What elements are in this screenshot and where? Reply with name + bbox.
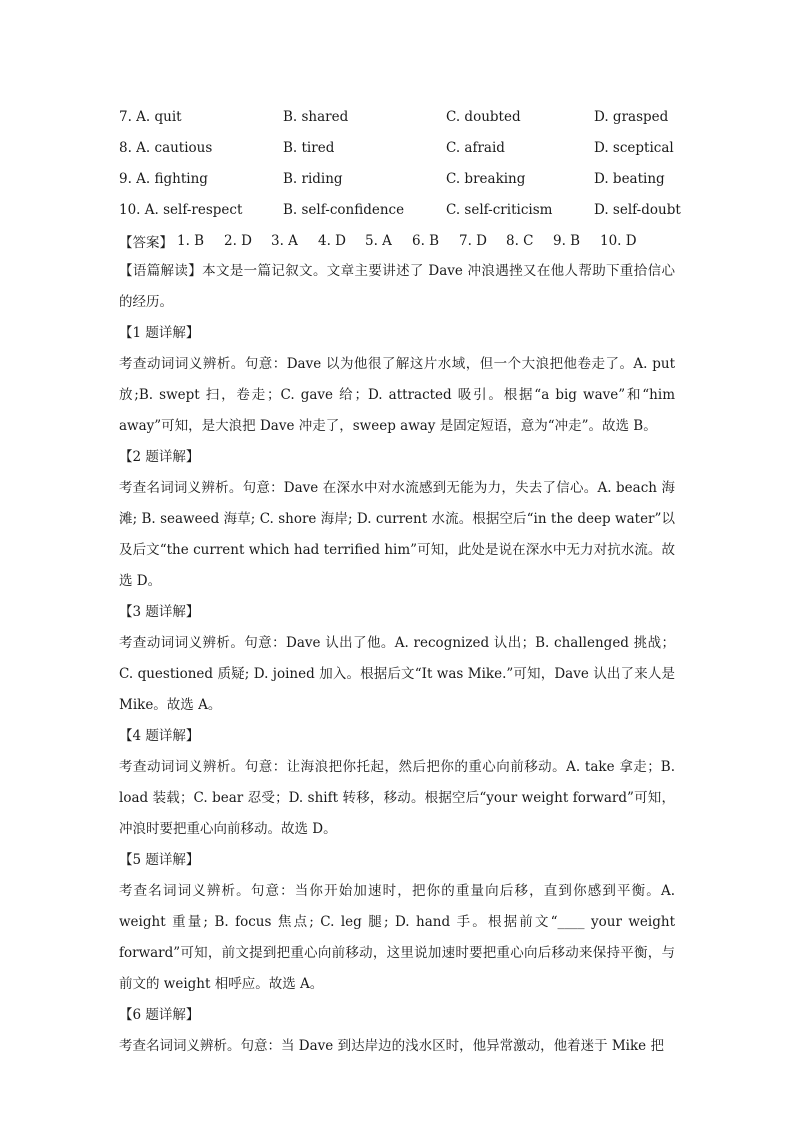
option-c: C. breaking [446,170,526,187]
answer-item: 5. A [365,232,392,249]
option-b: B. riding [283,170,343,187]
option-d: D. beating [594,170,665,187]
option-d: D. self-doubt [594,201,681,218]
section-text: 考查动词词义辨析。句意：让海浪把你托起，然后把你的重心向前移动。A. take 拿走；B. load 装载；C. bear 忍受；D. shift 转移，移动。根据空后“your weight forward”可知，冲浪时要把重心向前移动。故选 D。 [119,759,675,837]
option-a: 10. A. self-respect [119,201,243,218]
section-heading: 【5 题详解】 [119,852,200,868]
passage-summary: 【语篇解读】本文是一篇记叙文。文章主要讲述了 Dave 冲浪遇挫又在他人帮助下重拾信心的经历。 [119,263,675,310]
answer-item: 6. B [412,232,440,249]
section-heading: 【1 题详解】 [119,325,200,341]
section-text: 考查名词词义辨析。句意：Dave 在深水中对水流感到无能为力，失去了信心。A. beach 海滩; B. seaweed 海草; C. shore 海岸; D. current 水流。根据空后“in the deep water”以及后文“the current which had terrified him”可知，此处是说在深水中无力对抗水流。故选 D。 [119,480,675,589]
answer-item: 1. B [177,232,205,249]
section-heading: 【4 题详解】 [119,728,200,744]
answer-item: 7. D [459,232,487,249]
option-a: 8. A. cautious [119,139,213,156]
option-row-9 [119,163,675,194]
option-a: 7. A. quit [119,108,182,125]
answer-item: 3. A [271,232,298,249]
answer-item: 10. D [600,232,637,249]
option-c: C. doubted [446,108,521,125]
option-c: C. self-criticism [446,201,553,218]
document-content [119,101,681,1062]
section-heading: 【3 题详解】 [119,604,200,620]
option-b: B. tired [283,139,335,156]
answer-key [119,225,675,256]
section-heading: 【2 题详解】 [119,449,200,465]
section-heading: 【6 题详解】 [119,1007,200,1023]
section-text: 考查名词词义辨析。句意：当 Dave 到达岸边的浅水区时，他异常激动，他着迷于 Mike 把 [119,1038,664,1054]
answer-label: 【答案】 [119,234,173,251]
option-row-10 [119,194,681,225]
option-c: C. afraid [446,139,505,156]
option-row-8 [119,132,675,163]
option-a: 9. A. fighting [119,170,208,187]
answer-item: 2. D [224,232,252,249]
section-text: 考查动词词义辨析。句意：Dave 以为他很了解这片水域，但一个大浪把他卷走了。A. put 放;B. swept 扫，卷走；C. gave 给；D. attracted 吸引。根据“a big wave”和“him away”可知，是大浪把 Dave 冲走了，sweep away 是固定短语，意为“冲走”。故选 B。 [119,356,675,434]
answer-item: 4. D [318,232,346,249]
answer-item: 9. B [553,232,581,249]
option-d: D. grasped [594,108,669,125]
section-text: 考查名词词义辨析。句意：当你开始加速时，把你的重量向后移，直到你感到平衡。A. weight 重量; B. focus 焦点; C. leg 腿; D. hand 手。根据前文“____ your weight forward”可知，前文提到把重心向前移动，这里说加速时要把重心向后移动来保持平衡，与前文的 weight 相呼应。故选 A。 [119,883,675,992]
option-b: B. self-confidence [283,201,405,218]
option-row-7 [119,101,675,132]
option-d: D. sceptical [594,139,674,156]
answer-item: 8. C [506,232,534,249]
section-text: 考查动词词义辨析。句意：Dave 认出了他。A. recognized 认出；B. challenged 挑战；C. questioned 质疑; D. joined 加入。根据后文“It was Mike.”可知，Dave 认出了来人是 Mike。故选 A。 [119,635,675,713]
option-b: B. shared [283,108,349,125]
